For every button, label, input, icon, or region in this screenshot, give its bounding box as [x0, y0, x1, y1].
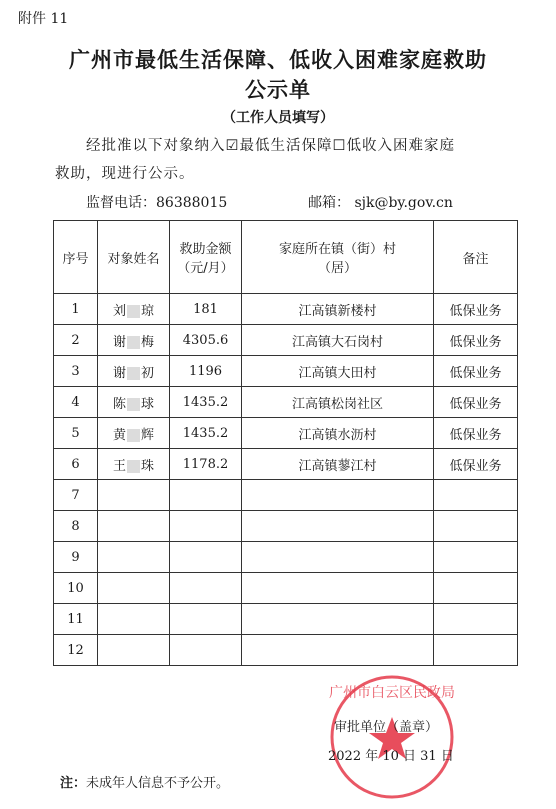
- cell-remark: 低保业务: [434, 387, 518, 418]
- redaction-mark: [127, 429, 140, 442]
- cell-name: [98, 480, 170, 511]
- cell-no: 3: [54, 356, 98, 387]
- cell-location: [242, 573, 434, 604]
- cell-remark: 低保业务: [434, 294, 518, 325]
- table-row: [54, 573, 518, 604]
- name-last-char: 琼: [141, 303, 155, 319]
- cell-name: [98, 356, 170, 387]
- official-seal-icon: [322, 667, 462, 807]
- cell-location: [242, 542, 434, 573]
- cell-amount: [170, 573, 242, 604]
- redaction-mark: [127, 305, 140, 318]
- cell-amount: [170, 511, 242, 542]
- cell-no: 12: [54, 635, 98, 666]
- cell-amount: 1178.2: [170, 449, 242, 480]
- cell-amount: [170, 542, 242, 573]
- cell-remark: [434, 604, 518, 635]
- name-last-char: 球: [141, 396, 155, 412]
- name-last-char: 梅: [141, 334, 155, 350]
- footnote-text: 未成年人信息不予公开。: [86, 776, 230, 791]
- table-row: [54, 635, 518, 666]
- header-name: 对象姓名: [98, 221, 170, 294]
- name-first-char: 刘: [112, 303, 126, 319]
- table-row: [54, 511, 518, 542]
- document-subtitle: （工作人员填写）: [222, 110, 334, 126]
- cell-remark: [434, 542, 518, 573]
- cell-name: [98, 294, 170, 325]
- cell-remark: [434, 635, 518, 666]
- cell-remark: 低保业务: [434, 449, 518, 480]
- seal-text: 广州市白云区民政局: [329, 685, 455, 701]
- option-low-income: 低收入困难家庭: [346, 138, 455, 154]
- cell-location: 江高镇松岗社区: [242, 387, 434, 418]
- name-first-char: 谢: [112, 365, 126, 381]
- intro-text: 经批准以下对象纳入: [86, 138, 226, 154]
- cell-name: [98, 449, 170, 480]
- cell-location: 江高镇新楼村: [242, 294, 434, 325]
- cell-remark: 低保业务: [434, 418, 518, 449]
- cell-location: 江高镇蓼江村: [242, 449, 434, 480]
- cell-no: 5: [54, 418, 98, 449]
- table-row: [54, 387, 518, 418]
- cell-amount: 181: [170, 294, 242, 325]
- cell-location: [242, 511, 434, 542]
- cell-name: [98, 542, 170, 573]
- cell-location: [242, 604, 434, 635]
- checkbox-checked-icon: ☑: [225, 138, 240, 154]
- cell-name: [98, 604, 170, 635]
- table-row: [54, 294, 518, 325]
- cell-no: 10: [54, 573, 98, 604]
- name-first-char: 王: [112, 458, 126, 474]
- cell-amount: 1435.2: [170, 387, 242, 418]
- document-title-line2: 公示单: [245, 78, 311, 102]
- cell-name: [98, 573, 170, 604]
- name-first-char: 谢: [112, 334, 126, 350]
- cell-location: [242, 635, 434, 666]
- intro-paragraph: [86, 134, 455, 155]
- annex-label: 附件 11: [18, 11, 69, 27]
- cell-amount: [170, 635, 242, 666]
- header-location: 家庭所在镇（街）村（居）: [242, 221, 434, 294]
- phone-number: 86388015: [156, 195, 228, 211]
- cell-amount: [170, 604, 242, 635]
- option-minimum-living: 最低生活保障: [239, 138, 333, 154]
- cell-amount: [170, 480, 242, 511]
- cell-no: 8: [54, 511, 98, 542]
- table-row: [54, 480, 518, 511]
- recipients-table: [53, 220, 518, 666]
- cell-amount: 4305.6: [170, 325, 242, 356]
- header-amount: 救助金额（元/月）: [170, 221, 242, 294]
- table-row: [54, 325, 518, 356]
- cell-location: 江高镇大田村: [242, 356, 434, 387]
- email-line: [308, 192, 453, 212]
- cell-remark: [434, 573, 518, 604]
- table-row: [54, 356, 518, 387]
- cell-location: 江高镇大石岗村: [242, 325, 434, 356]
- footnote-label: 注：: [60, 776, 87, 791]
- cell-amount: 1196: [170, 356, 242, 387]
- document-title: 广州市最低生活保障、低收入困难家庭救助: [69, 48, 487, 72]
- redaction-mark: [127, 367, 140, 380]
- cell-no: 2: [54, 325, 98, 356]
- cell-remark: 低保业务: [434, 356, 518, 387]
- redaction-mark: [127, 336, 140, 349]
- cell-location: [242, 480, 434, 511]
- header-no: 序号: [54, 221, 98, 294]
- table-row: [54, 542, 518, 573]
- cell-no: 1: [54, 294, 98, 325]
- intro-paragraph-line2: 救助，现进行公示。: [55, 166, 195, 182]
- cell-no: 9: [54, 542, 98, 573]
- header-remark: 备注: [434, 221, 518, 294]
- table-row: [54, 449, 518, 480]
- cell-no: 11: [54, 604, 98, 635]
- name-last-char: 初: [141, 365, 155, 381]
- redaction-mark: [127, 460, 140, 473]
- redaction-mark: [127, 398, 140, 411]
- footnote: [60, 772, 229, 791]
- cell-name: [98, 511, 170, 542]
- email-address: sjk@by.gov.cn: [354, 195, 453, 211]
- name-last-char: 辉: [141, 427, 155, 443]
- email-label: 邮箱：: [308, 195, 350, 211]
- cell-remark: [434, 480, 518, 511]
- approval-unit: 审批单位（盖章）: [334, 720, 439, 735]
- cell-location: 江高镇水沥村: [242, 418, 434, 449]
- cell-no: 6: [54, 449, 98, 480]
- cell-name: [98, 325, 170, 356]
- name-first-char: 黄: [112, 427, 126, 443]
- cell-no: 4: [54, 387, 98, 418]
- cell-amount: 1435.2: [170, 418, 242, 449]
- cell-name: [98, 635, 170, 666]
- name-first-char: 陈: [112, 396, 126, 412]
- phone-label: 监督电话：: [86, 195, 156, 211]
- table-row: [54, 604, 518, 635]
- cell-name: [98, 418, 170, 449]
- table-row: [54, 418, 518, 449]
- approval-date: 2022 年 10 日 31 日: [328, 749, 454, 764]
- cell-remark: [434, 511, 518, 542]
- cell-no: 7: [54, 480, 98, 511]
- cell-remark: 低保业务: [434, 325, 518, 356]
- table-header-row: [54, 221, 518, 294]
- name-last-char: 珠: [141, 458, 155, 474]
- checkbox-empty-icon: ☐: [332, 138, 347, 154]
- phone-line: [86, 192, 227, 212]
- cell-name: [98, 387, 170, 418]
